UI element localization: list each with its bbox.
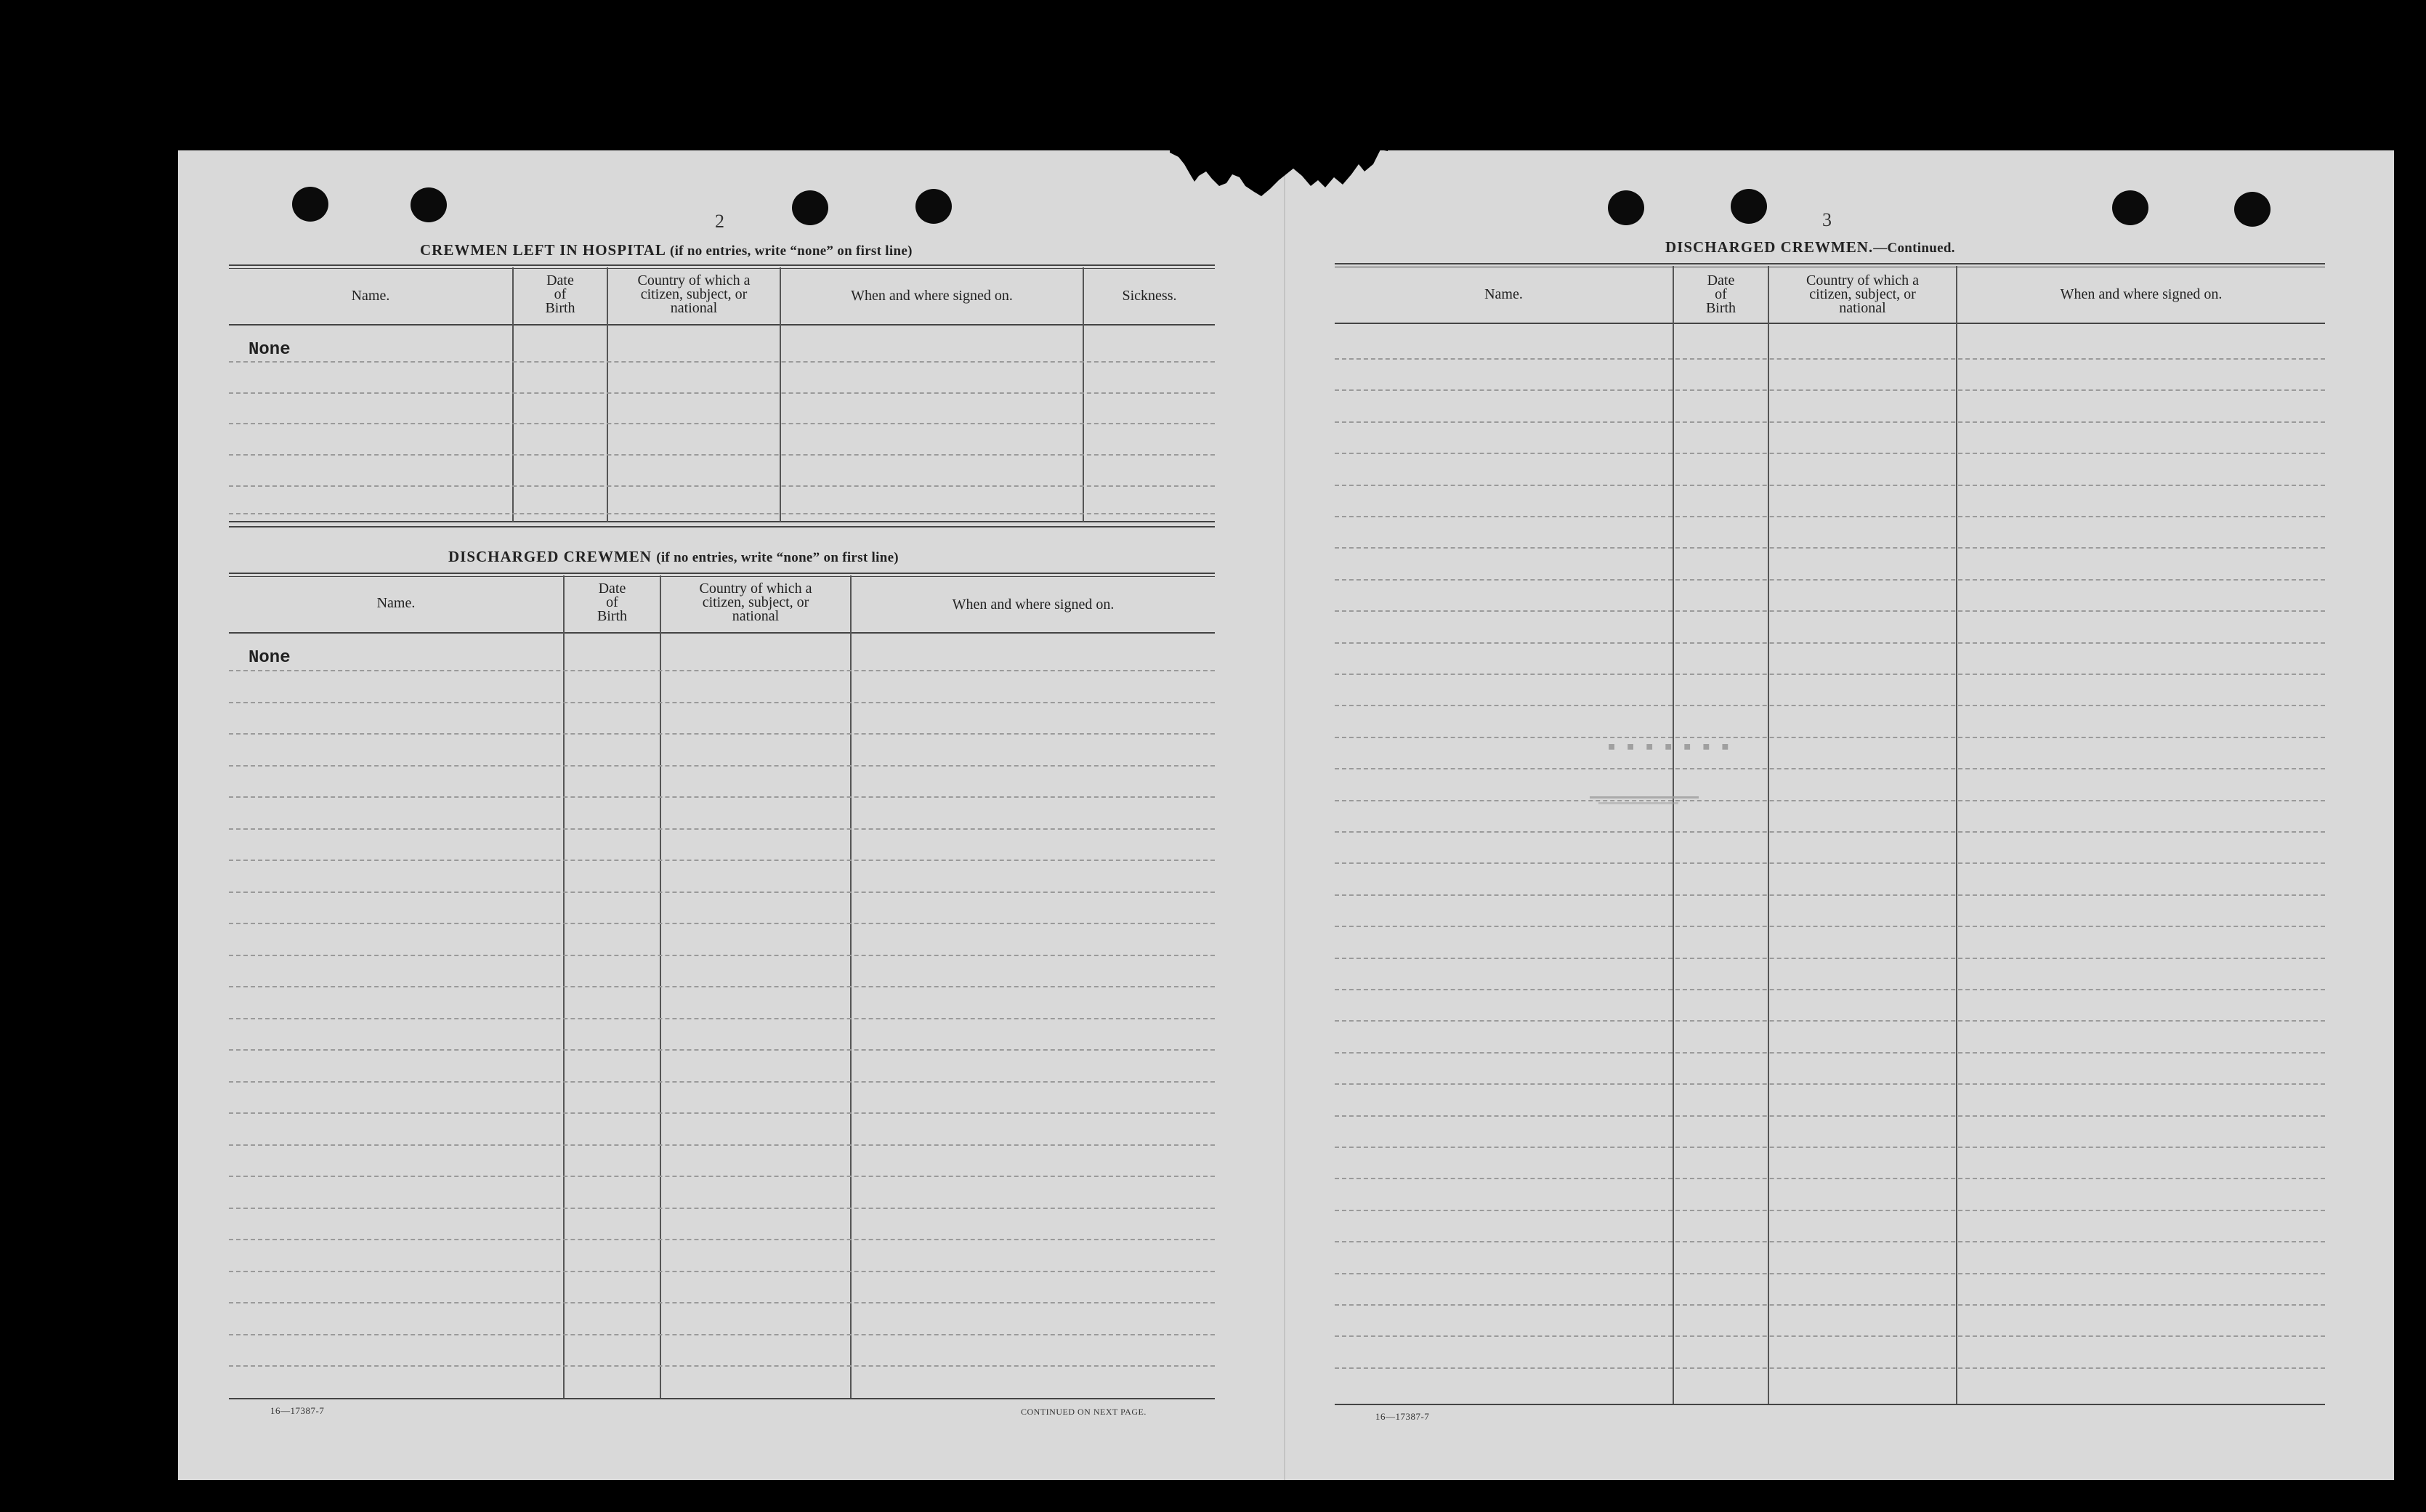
entry-line	[229, 828, 1215, 830]
column-divider	[1083, 267, 1084, 522]
header-country: Country of which a citizen, subject, or national	[637, 272, 751, 316]
entry-line	[1335, 862, 2325, 864]
discharged-first-entry: None	[248, 648, 291, 668]
header-sickness: Sickness.	[1122, 288, 1177, 304]
header-date-of-birth: Date of Birth	[1705, 272, 1736, 316]
table-top-rule	[229, 573, 1215, 577]
entry-line	[1335, 958, 2325, 959]
entry-line	[1335, 1210, 2325, 1211]
entry-line	[229, 1018, 1215, 1019]
entry-line	[1335, 453, 2325, 454]
entry-line	[1335, 421, 2325, 423]
header-signed-on: When and where signed on.	[851, 288, 1013, 304]
header-date-of-birth: Date of Birth	[597, 581, 628, 624]
entry-line	[1335, 1241, 2325, 1242]
entry-line	[229, 702, 1215, 703]
discharged-title-text: DISCHARGED CREWMEN	[448, 548, 652, 565]
entry-line	[1335, 1178, 2325, 1179]
hospital-section-title	[420, 241, 913, 259]
discharged-continued-title-text: DISCHARGED CREWMEN.	[1665, 238, 1874, 256]
entry-line	[229, 392, 1215, 394]
punch-hole	[411, 187, 447, 222]
entry-line	[229, 1365, 1215, 1367]
header-country: Country of which a citizen, subject, or national	[1806, 272, 1919, 316]
table-top-rule	[229, 264, 1215, 269]
table-bottom-rule	[1335, 1404, 2325, 1405]
header-name: Name.	[1484, 286, 1523, 302]
entry-line	[1335, 989, 2325, 990]
column-divider	[1768, 266, 1769, 1404]
entry-line	[1335, 768, 2325, 769]
entry-line	[229, 1049, 1215, 1051]
column-divider	[780, 267, 781, 522]
entry-line	[1335, 894, 2325, 896]
page-fold	[1284, 150, 1285, 1480]
entry-line	[1335, 1083, 2325, 1085]
table-bottom-rule	[229, 521, 1215, 522]
entry-line	[1335, 358, 2325, 360]
entry-line	[1335, 1052, 2325, 1054]
entry-line	[1335, 610, 2325, 612]
faint-stamp-mark: ▪▪▪▪▪▪▪	[1607, 737, 1740, 754]
entry-line	[1335, 516, 2325, 517]
form-number: 16—17387-7	[1375, 1411, 1430, 1422]
punch-hole	[2112, 190, 2148, 225]
entry-line	[229, 1081, 1215, 1083]
punch-hole	[2234, 192, 2271, 227]
smudge-mark	[1590, 796, 1699, 799]
entry-line	[229, 986, 1215, 987]
hospital-first-entry: None	[248, 340, 291, 360]
smudge-mark	[1598, 802, 1678, 804]
entry-line	[1335, 1335, 2325, 1337]
entry-line	[1335, 1367, 2325, 1369]
entry-line	[1335, 674, 2325, 675]
entry-line	[1335, 1273, 2325, 1274]
hospital-title-text: CREWMEN LEFT IN HOSPITAL	[420, 241, 666, 259]
header-bottom-rule	[229, 632, 1215, 634]
entry-line	[229, 1239, 1215, 1240]
page-number: 3	[1822, 209, 1832, 230]
entry-line	[229, 733, 1215, 735]
entry-line	[1335, 1147, 2325, 1148]
header-country: Country of which a citizen, subject, or national	[699, 581, 812, 624]
entry-line	[1335, 737, 2325, 738]
entry-line	[229, 892, 1215, 893]
entry-line	[229, 423, 1215, 424]
punch-hole	[292, 187, 328, 222]
discharged-section-title	[448, 548, 899, 566]
entry-line	[229, 1208, 1215, 1209]
entry-line	[229, 513, 1215, 514]
header-signed-on: When and where signed on.	[2060, 286, 2223, 302]
header-name: Name.	[351, 288, 390, 304]
hospital-subtitle-text: (if no entries, write “none” on first line)	[669, 243, 913, 259]
header-name: Name.	[376, 595, 416, 611]
page-number: 2	[715, 211, 724, 232]
entry-line	[1335, 1304, 2325, 1306]
entry-line	[229, 361, 1215, 363]
entry-line	[229, 485, 1215, 487]
punch-hole	[915, 189, 952, 224]
entry-line	[1335, 705, 2325, 706]
entry-line	[229, 860, 1215, 861]
entry-line	[229, 1271, 1215, 1272]
entry-line	[229, 670, 1215, 671]
header-bottom-rule	[1335, 323, 2325, 324]
punch-hole	[1608, 190, 1644, 225]
continued-note: CONTINUED ON NEXT PAGE.	[1021, 1407, 1147, 1417]
entry-line	[229, 955, 1215, 956]
discharged-continued-title	[1665, 238, 1955, 256]
entry-line	[1335, 547, 2325, 549]
entry-line	[1335, 831, 2325, 833]
continued-subtitle-text: —Continued.	[1873, 240, 1955, 256]
entry-line	[1335, 485, 2325, 486]
entry-line	[1335, 926, 2325, 927]
entry-line	[229, 765, 1215, 767]
form-sheet	[178, 150, 2394, 1480]
entry-line	[229, 1144, 1215, 1146]
entry-line	[229, 796, 1215, 798]
entry-line	[1335, 579, 2325, 581]
entry-line	[229, 1176, 1215, 1177]
entry-line	[1335, 1115, 2325, 1117]
column-divider	[1956, 266, 1957, 1404]
entry-line	[229, 454, 1215, 456]
entry-line	[1335, 1020, 2325, 1022]
entry-line	[229, 1334, 1215, 1335]
torn-edge	[1170, 142, 1388, 201]
entry-line	[229, 923, 1215, 924]
table-bottom-rule	[229, 1398, 1215, 1399]
entry-line	[1335, 642, 2325, 644]
table-top-rule	[1335, 263, 2325, 267]
entry-line	[1335, 389, 2325, 391]
punch-hole	[792, 190, 828, 225]
header-date-of-birth: Date of Birth	[545, 272, 575, 316]
discharged-subtitle-text: (if no entries, write “none” on first line)	[656, 550, 899, 565]
punch-hole	[1731, 189, 1767, 224]
column-divider	[1673, 266, 1674, 1404]
entry-line	[229, 1112, 1215, 1114]
table-bottom-rule	[229, 526, 1215, 527]
entry-line	[229, 1302, 1215, 1303]
header-bottom-rule	[229, 324, 1215, 326]
entry-line	[1335, 800, 2325, 801]
form-number: 16—17387-7	[270, 1405, 325, 1416]
header-signed-on: When and where signed on.	[952, 597, 1115, 613]
